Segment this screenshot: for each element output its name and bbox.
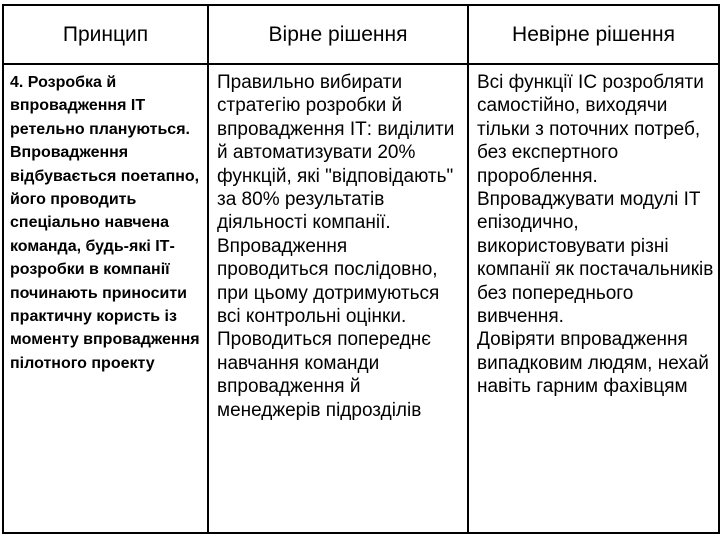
header-wrong-solution: Невірне рішення [468, 5, 719, 64]
right-solution-cell [208, 64, 468, 533]
header-row [3, 5, 719, 64]
table-row [3, 64, 719, 533]
right-solution-paragraph: Правильно вибирати стратегію розробки й впровадження ІТ: виділити й автоматизувати 20% функцій, які "відповідають" за 80% результатів діяльності компанії. [217, 72, 455, 234]
wrong-solution-paragraph: Довіряти впровадження випадковим людям, нехай навіть гарним фахівцям [477, 329, 709, 398]
wrong-solution-paragraph: Всі функції ІС розробляти самостійно, виходячи тільки з поточних потреб, без експертного пророблення. Впроваджувати модулі ІТ епізодично, використовувати різні компанії як постачальників без попереднього вивчення. [477, 72, 714, 328]
header-principle: Принцип [3, 5, 208, 64]
header-right-solution: Вірне рішення [208, 5, 468, 64]
principle-cell: 4. Розробка й впровадження ІТ ретельно плануються. Впровадження відбувається поетапно, його проводить спеціально навчена команда, будь-які ІТ-розробки в компанії починають приносити практичну користь із моменту впровадження пілотного проекту [3, 64, 208, 533]
right-solution-paragraph: Впровадження проводиться послідовно, при цьому дотримуються всі контрольні оцінки. [217, 235, 440, 328]
wrong-solution-cell [468, 64, 719, 533]
principles-table [2, 4, 720, 534]
right-solution-paragraph: Проводиться попереднє навчання команди впровадження й менеджерів підрозділів [217, 329, 431, 421]
